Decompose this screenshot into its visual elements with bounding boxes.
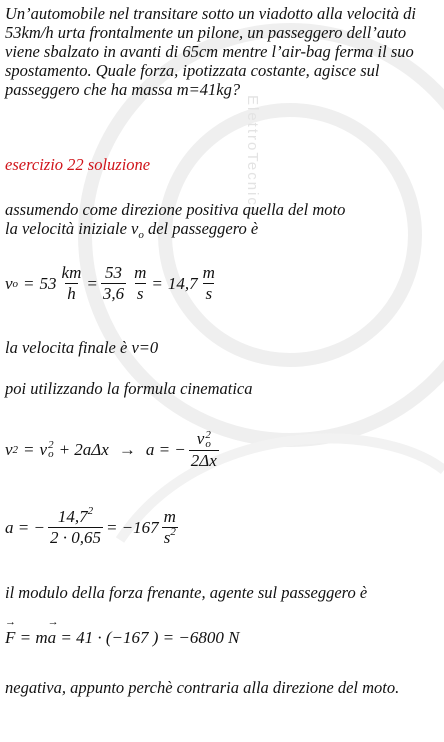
conclusion-text: negativa, appunto perchè contraria alla direzione del moto. — [5, 678, 400, 697]
assumption-line-2b: del passeggero è — [143, 219, 259, 238]
acceleration-vector: → a — [48, 628, 57, 648]
assumption-line-2a: la velocità iniziale v — [5, 219, 139, 238]
eq1-frac-kmh: $\frac{km}{h}$ — [61, 263, 82, 303]
problem-statement: Un’automobile nel transitare sotto un viadotto alla velocità di 53km/h urta frontalmente un pilone, un passeggero dell’auto viene sbalzato in avanti di 65cm mentre l’air-bag ferma il suo spostamento. Quale forza, ipotizzata costante, agisce sul passeggero che ha massa m=41kg? — [5, 4, 416, 99]
eq1-lhs: v — [5, 273, 13, 293]
kinematic-intro-text: poi utilizzando la formula cinematica — [5, 379, 253, 398]
equation-force: → F = m→ a = 41 · (−167 ) = −6800 N — [5, 628, 239, 648]
solution-heading: esercizio 22 soluzione — [5, 155, 151, 174]
eq1-frac-ms: $\frac{m}{s}$ — [134, 263, 147, 303]
eq1-eq: = — [23, 273, 35, 293]
assumption-sub: o — [138, 229, 144, 241]
eq1-frac-ms-2: $\frac{m}{s}$ — [202, 263, 215, 303]
eq1-result: 14,7 — [167, 273, 198, 293]
force-vector: → F — [5, 628, 15, 648]
assumption-text — [5, 200, 439, 241]
eq3-frac: $\frac{14,7^2}{2 \cdot 0,65}$ — [49, 505, 101, 547]
final-velocity-text: la velocita finale è v=0 — [5, 338, 159, 357]
equation-acceleration: a = − $\frac{14,7^2}{2 \cdot 0,65}$ = −167 $\frac{m}{s^2}$ — [5, 505, 176, 547]
eq3-result: = −167 — [105, 517, 159, 537]
eq2-plus-term: + 2aΔx — [58, 440, 109, 460]
equation-initial-velocity: v o = 53 $\frac{km}{h}$ = $\frac{53}{3,6}$ $\frac{m}{s}$ = 14,7 $\frac{m}{s}$ — [5, 263, 215, 303]
assumption-line-1: assumendo come direzione positiva quella del moto — [5, 200, 346, 219]
equation-kinematic: v 2 = v 2 o + 2aΔx → a = − v 2 o 2Δx — [5, 429, 217, 471]
eq3-unit: $\frac{m}{s^2}$ — [163, 507, 176, 547]
watermark-text: ElettroTecnica — [244, 95, 261, 218]
eq1-frac-53-36: $\frac{53}{3,6}$ — [102, 263, 125, 303]
eq2-frac: v 2 o 2Δx — [190, 429, 217, 471]
eq1-coef: 53 — [39, 273, 57, 293]
force-intro-text: il modulo della forza frenante, agente sul passeggero è — [5, 583, 368, 602]
implies-arrow-icon: → — [118, 440, 136, 460]
